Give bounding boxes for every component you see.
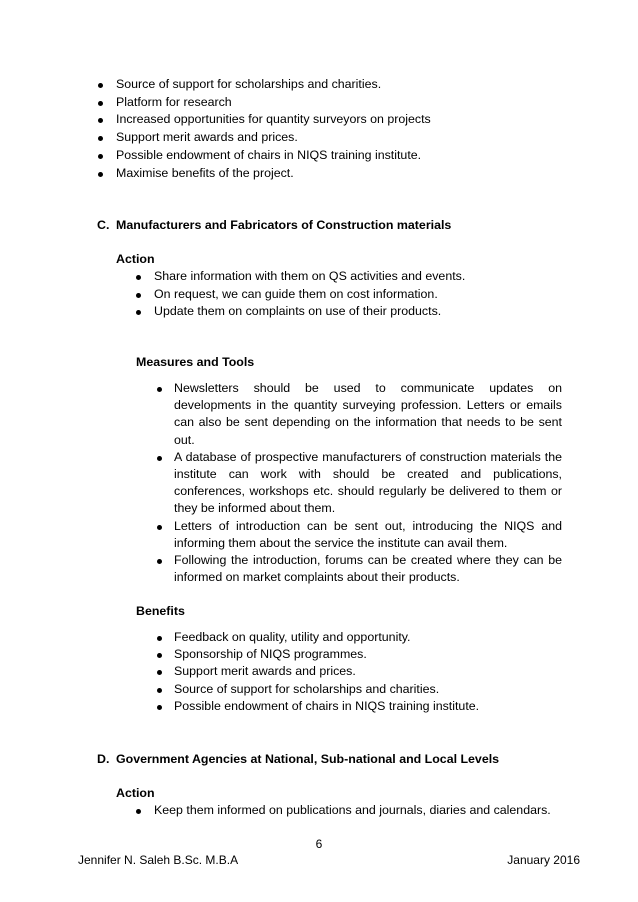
list-item: Letters of introduction can be sent out, introducing the NIQS and informing them about the service the institute can avail them. <box>157 518 562 552</box>
list-item: Following the introduction, forums can be created where they can be informed on market complaints about their products. <box>157 552 562 586</box>
list-item: Update them on complaints on use of their products. <box>136 303 576 321</box>
footer-date: January 2016 <box>507 853 580 867</box>
list-item: On request, we can guide them on cost information. <box>136 286 576 304</box>
list-item: Possible endowment of chairs in NIQS training institute. <box>157 698 562 715</box>
list-item: Source of support for scholarships and charities. <box>157 681 562 698</box>
section-d-action-list <box>136 802 576 820</box>
list-item: A database of prospective manufacturers of construction materials the institute can work with should be created and publications, conferences, workshops etc. should regularly be delivered to them or they be informed about them. <box>157 449 562 518</box>
intro-bullet-list <box>98 76 558 182</box>
section-c-heading <box>97 217 451 234</box>
list-item: Increased opportunities for quantity surveyors on projects <box>98 111 558 129</box>
section-d-letter: D. <box>97 752 110 766</box>
benefits-label: Benefits <box>136 604 185 618</box>
list-item: Feedback on quality, utility and opportunity. <box>157 629 562 646</box>
section-c-letter: C. <box>97 218 110 232</box>
page-number: 6 <box>315 837 323 851</box>
section-d-action-label: Action <box>116 786 155 800</box>
list-item: Possible endowment of chairs in NIQS training institute. <box>98 147 558 165</box>
list-item: Keep them informed on publications and journals, diaries and calendars. <box>136 802 576 820</box>
section-c-action-label: Action <box>116 252 155 266</box>
list-item: Support merit awards and prices. <box>157 663 562 680</box>
measures-tools-list <box>157 380 562 586</box>
list-item: Maximise benefits of the project. <box>98 165 558 183</box>
list-item: Share information with them on QS activities and events. <box>136 268 576 286</box>
footer-author: Jennifer N. Saleh B.Sc. M.B.A <box>78 853 239 867</box>
list-item: Source of support for scholarships and charities. <box>98 76 558 94</box>
section-d-title: Government Agencies at National, Sub-national and Local Levels <box>116 752 500 766</box>
list-item: Platform for research <box>98 94 558 112</box>
measures-tools-label: Measures and Tools <box>136 355 255 369</box>
list-item: Newsletters should be used to communicate updates on developments in the quantity surveying profession. Letters or emails can also be sent depending on the information that needs to be sent out. <box>157 380 562 449</box>
section-d-heading <box>97 751 499 768</box>
list-item: Support merit awards and prices. <box>98 129 558 147</box>
section-c-action-list <box>136 268 576 321</box>
benefits-list <box>157 629 562 715</box>
section-c-title: Manufacturers and Fabricators of Construction materials <box>116 218 452 232</box>
list-item: Sponsorship of NIQS programmes. <box>157 646 562 663</box>
